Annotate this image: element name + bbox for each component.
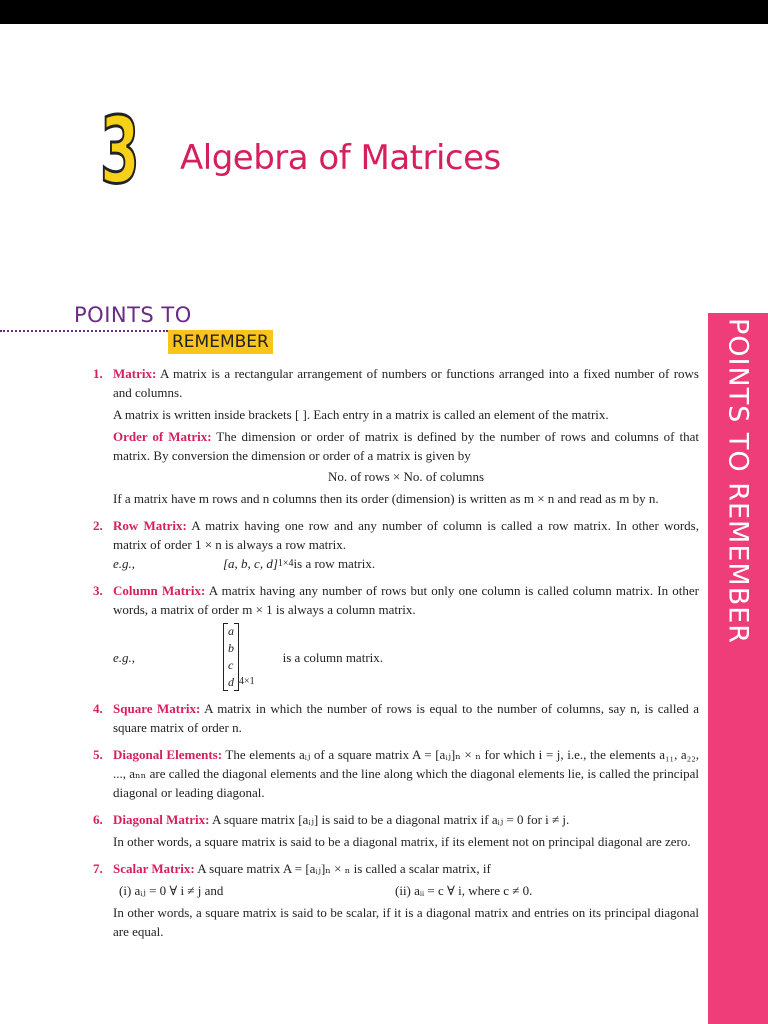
eg-label: e.g., bbox=[113, 649, 136, 665]
list-item bbox=[93, 745, 699, 802]
item-term: Square Matrix: bbox=[113, 701, 201, 716]
item-paragraph: If a matrix have m rows and n columns then its order (dimension) is written as m × n and read as m by n. bbox=[113, 491, 659, 506]
item-number: 6. bbox=[93, 812, 103, 827]
matrix-entry: d bbox=[228, 675, 234, 689]
item-text: A matrix having any number of rows but only one column is called column matrix. In other words, a matrix of order m × 1 is always a column matrix. bbox=[113, 583, 699, 617]
remember-heading: REMEMBER bbox=[168, 330, 273, 354]
column-matrix bbox=[223, 623, 255, 691]
side-band-label: POINTS TO REMEMBER bbox=[722, 318, 754, 645]
dotted-divider bbox=[0, 330, 168, 332]
item-term: Column Matrix: bbox=[113, 583, 206, 598]
item-term: Order of Matrix: bbox=[113, 429, 212, 444]
points-heading: POINTS TO bbox=[74, 303, 192, 327]
item-text: A matrix is a rectangular arrangement of numbers or functions arranged into a fixed number of rows and columns. bbox=[113, 366, 699, 400]
item-number: 1. bbox=[93, 366, 103, 381]
item-term: Diagonal Matrix: bbox=[113, 812, 210, 827]
list-item bbox=[93, 364, 699, 508]
top-bar bbox=[0, 0, 768, 24]
item-text: A matrix in which the number of rows is equal to the number of columns, say n, is called a square matrix of order n. bbox=[113, 701, 699, 735]
item-number: 5. bbox=[93, 747, 103, 762]
condition-one: (i) aᵢⱼ = 0 ∀ i ≠ j and bbox=[119, 883, 224, 898]
item-text: A square matrix [aᵢⱼ] is said to be a diagonal matrix if aᵢⱼ = 0 for i ≠ j. bbox=[209, 812, 570, 827]
item-text: A matrix having one row and any number of column is called a row matrix. In other words, matrix of order 1 × n is always a row matrix. bbox=[113, 518, 699, 552]
matrix-entry: b bbox=[228, 641, 234, 655]
item-term: Scalar Matrix: bbox=[113, 861, 195, 876]
item-term: Row Matrix: bbox=[113, 518, 187, 533]
condition-two: (ii) aᵢᵢ = c ∀ i, where c ≠ 0. bbox=[395, 883, 533, 898]
item-term: Matrix: bbox=[113, 366, 157, 381]
item-text: A square matrix A = [aᵢⱼ]ₙ × ₙ is called a scalar matrix, if bbox=[194, 861, 491, 876]
chapter-title: Algebra of Matrices bbox=[180, 138, 501, 178]
item-number: 3. bbox=[93, 583, 103, 598]
item-number: 2. bbox=[93, 518, 103, 533]
formula: No. of rows × No. of columns bbox=[327, 469, 485, 484]
list-item bbox=[93, 581, 699, 691]
matrix-order: 4×1 bbox=[239, 676, 255, 687]
item-paragraph: In other words, a square matrix is said to be scalar, if it is a diagonal matrix and entries on its principal diagonal are equal. bbox=[113, 905, 699, 939]
matrix-entry: c bbox=[228, 658, 234, 672]
item-number: 4. bbox=[93, 701, 103, 716]
item-number: 7. bbox=[93, 861, 103, 876]
content-body bbox=[93, 364, 699, 941]
row-matrix-example: [a, b, c, d] bbox=[223, 556, 278, 571]
item-text: The dimension or order of matrix is defined by the number of rows and columns of that matrix. By conversion the dimension or order of a matrix is given by bbox=[113, 429, 699, 463]
list-item bbox=[93, 516, 699, 573]
row-matrix-tail: is a row matrix. bbox=[293, 556, 376, 571]
list-item bbox=[93, 859, 699, 941]
item-paragraph: In other words, a square matrix is said to be a diagonal matrix, if its element not on principal diagonal are zero. bbox=[113, 834, 691, 849]
matrix-entry: a bbox=[228, 624, 234, 638]
item-text: The elements aᵢⱼ of a square matrix A = [aᵢⱼ]ₙ × ₙ for which i = j, i.e., the elements a₁₁, a₂₂, ..., aₙₙ are called the diagonal elements and the line along which the diagonal elements lie, is called the principal diagonal or leading diagonal. bbox=[113, 747, 699, 800]
item-term: Diagonal Elements: bbox=[113, 747, 223, 762]
list-item bbox=[93, 810, 699, 851]
list-item bbox=[93, 699, 699, 737]
row-matrix-order: 1×4 bbox=[277, 558, 294, 569]
chapter-number: 3 bbox=[100, 97, 140, 204]
item-paragraph: A matrix is written inside brackets [ ]. Each entry in a matrix is called an element of the matrix. bbox=[113, 407, 609, 422]
column-matrix-tail: is a column matrix. bbox=[282, 649, 384, 665]
eg-label: e.g., bbox=[113, 556, 136, 571]
